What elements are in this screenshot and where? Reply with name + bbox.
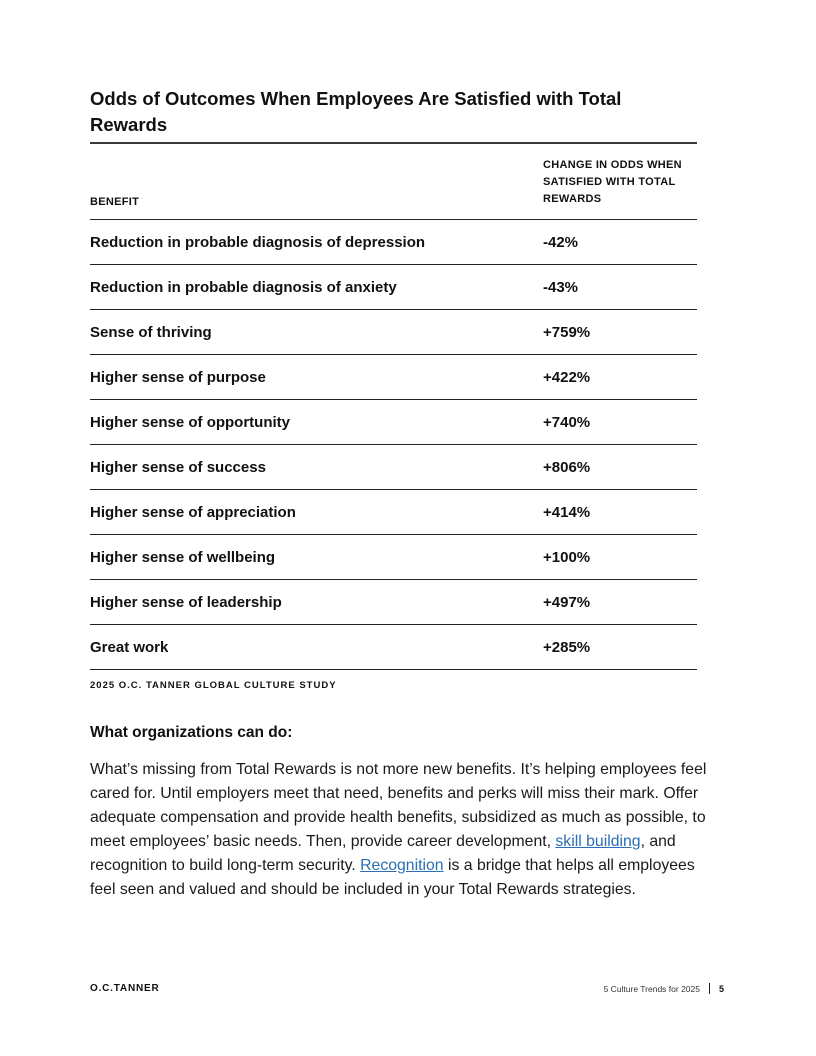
row-benefit: Higher sense of appreciation: [90, 504, 296, 521]
body-paragraph: [90, 758, 720, 902]
column-header-benefit: BENEFIT: [90, 196, 140, 208]
table-row: [90, 265, 697, 310]
row-benefit: Reduction in probable diagnosis of anxiety: [90, 279, 397, 296]
recognition-link[interactable]: Recognition: [360, 857, 444, 874]
table-row: [90, 535, 697, 580]
page-title: Odds of Outcomes When Employees Are Satisfied with Total Rewards: [90, 88, 622, 135]
footer-doc-title: 5 Culture Trends for 2025: [603, 983, 700, 994]
row-change-value: +806%: [543, 459, 591, 476]
table-row: [90, 310, 697, 355]
row-benefit: Higher sense of opportunity: [90, 414, 291, 431]
table-row: [90, 625, 697, 670]
row-change-value: +740%: [543, 414, 591, 431]
table-row: [90, 355, 697, 400]
table-row: [90, 400, 697, 445]
body-text-1: What’s missing from Total Rewards is not more new benefits. It’s helping employees feel cared for. Until employers meet that need, benefits and perks will miss their mark. Offer adequate compensation and provide health benefits, subsidized as much as possible, to meet employees’ basic needs. Then, provide career development,: [90, 761, 707, 850]
table-row: [90, 580, 697, 625]
row-change-value: +497%: [543, 594, 591, 611]
footer-page-number: 5: [718, 983, 724, 994]
body-text-3: is a bridge that helps all employees feel seen and valued and should be included in your Total Rewards strategies.: [90, 857, 695, 898]
row-benefit: Sense of thriving: [90, 324, 212, 341]
row-change-value: -43%: [543, 279, 579, 296]
outcomes-table: [90, 142, 697, 670]
row-benefit: Higher sense of success: [90, 459, 266, 476]
row-benefit: Higher sense of leadership: [90, 594, 282, 611]
column-header-change-in-odds: CHANGE IN ODDS WHEN SATISFIED WITH TOTAL REWARDS: [543, 159, 682, 205]
row-change-value: +100%: [543, 549, 591, 566]
row-change-value: +759%: [543, 324, 591, 341]
footer-page-info: [604, 983, 724, 994]
row-benefit: Higher sense of purpose: [90, 369, 266, 386]
table-row: [90, 220, 697, 265]
row-benefit: Higher sense of wellbeing: [90, 549, 276, 566]
footer-logo: O.C.TANNER: [90, 983, 160, 994]
row-benefit: Reduction in probable diagnosis of depression: [90, 234, 426, 251]
row-change-value: +414%: [543, 504, 591, 521]
body-text-2: , and recognition to build long-term security.: [90, 833, 676, 874]
row-change-value: -42%: [543, 234, 579, 251]
row-change-value: +422%: [543, 369, 591, 386]
row-change-value: +285%: [543, 639, 591, 656]
table-source: 2025 O.C. TANNER GLOBAL CULTURE STUDY: [90, 680, 337, 691]
section-heading: What organizations can do:: [90, 724, 293, 741]
table-row: [90, 490, 697, 535]
footer-divider: [709, 983, 710, 994]
row-benefit: Great work: [90, 639, 169, 656]
skill-building-link[interactable]: skill building: [555, 833, 641, 850]
table-row: [90, 445, 697, 490]
table-header: [90, 144, 697, 220]
